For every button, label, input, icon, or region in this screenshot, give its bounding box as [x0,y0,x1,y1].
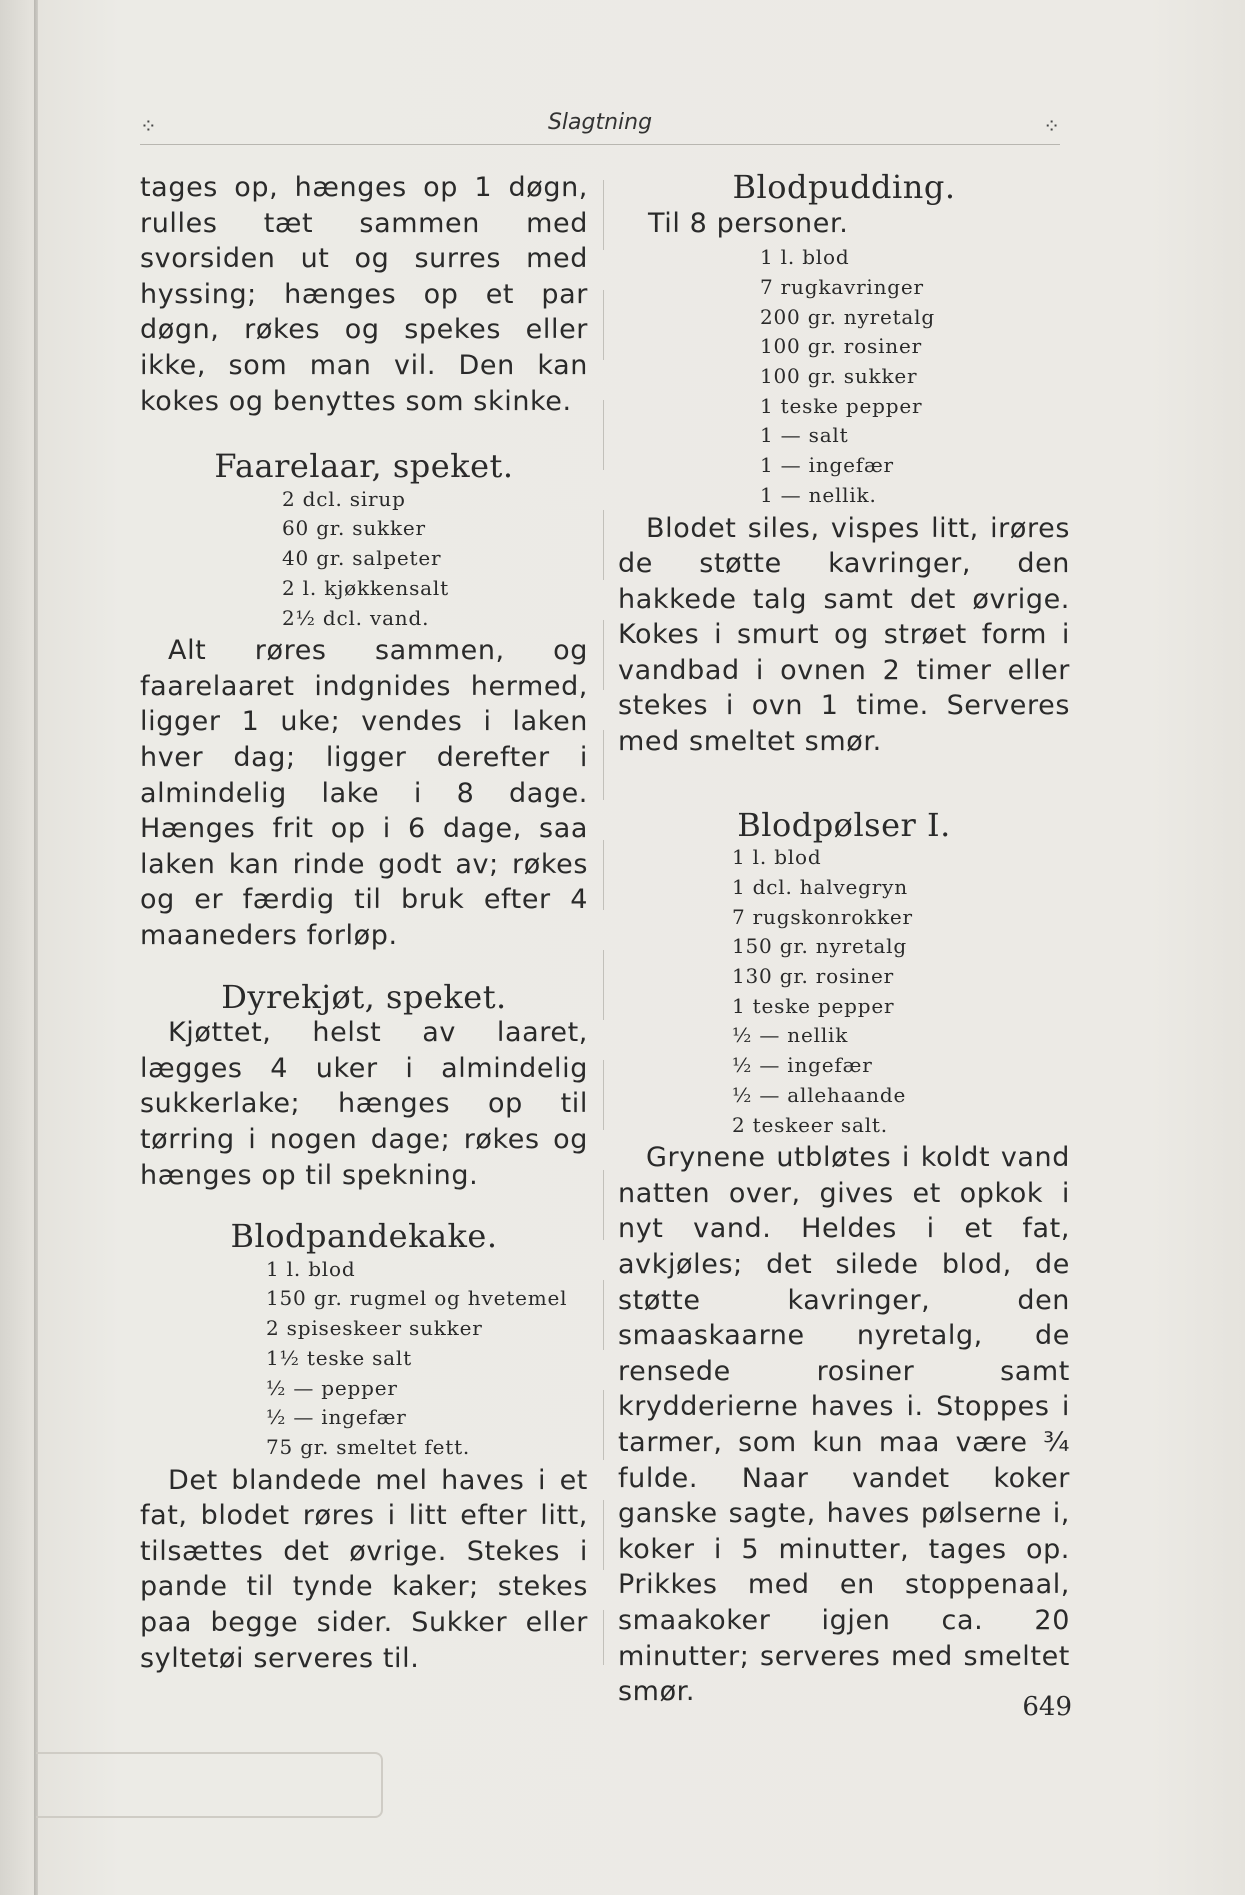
ingredient-item: ½ — nellik [732,1023,849,1048]
ingredient-item: 1 teske pepper [760,393,923,418]
ingredient-item: ½ — pepper [266,1375,398,1400]
ingredient-item: 2 l. kjøkkensalt [282,575,449,600]
left-column [140,170,588,1676]
book-spine-shadow [34,0,38,1895]
ingredient-item: 1 l. blod [732,845,822,870]
right-column [618,170,1070,1710]
ingredient-item: 150 gr. nyretalg [732,934,907,959]
ingredient-item: 1 — nellik. [760,482,877,507]
ingredient-item: 100 gr. sukker [760,364,918,388]
ingredient-list-blodpandekake [266,1255,588,1463]
running-header-title: Slagtning [547,110,653,135]
recipe-title-dyrekjot: Dyrekjøt, speket. [221,977,507,1016]
ingredient-item: 7 rugskonrokker [732,904,913,929]
ingredient-item: 7 rugkavringer [760,274,924,299]
ingredient-item: 40 gr. salpeter [282,546,442,571]
page-tab-outline [36,1752,383,1818]
ingredient-item: 2 dcl. sirup [282,486,406,511]
page-number: 649 [1022,1692,1072,1722]
ingredient-item: 1 teske pepper [732,993,895,1018]
ingredient-item: 1½ teske salt [266,1345,412,1370]
column-divider [603,180,604,1665]
recipe-title-faarelaar: Faarelaar, speket. [214,447,514,486]
recipe-title-blodpolser: Blodpølser I. [737,805,951,844]
ingredient-item: 150 gr. rugmel og hvetemel [266,1286,568,1311]
recipe-title-blodpandekake: Blodpandekake. [230,1217,498,1256]
ingredient-item: 130 gr. rosiner [732,964,894,989]
ingredient-item: ½ — ingefær [266,1405,407,1430]
ornament-left-icon: ⁘ [140,114,157,138]
ingredient-item: 200 gr. nyretalg [760,304,935,329]
ingredient-item: 1 l. blod [760,245,850,270]
ingredient-item: 1 — ingefær [760,453,894,478]
ingredient-item: 2 teskeer salt. [732,1112,888,1137]
ingredient-item: 100 gr. rosiner [760,334,922,359]
intro-paragraph: tages op, hænges op 1 døgn, rulles tæt sammen med svorsiden ut og surres med hyssing; hænges op et par døgn, røkes og spekes eller ikke, som man vil. Den kan kokes og benyttes som skinke. [140,172,588,417]
ingredient-list-blodpudding [760,243,1070,510]
ingredient-item: 2 spiseskeer sukker [266,1316,483,1341]
recipe-text-blodpolser: Grynene utbløtes i koldt vand natten over, gives et opkok i nyt vand. Heldes i et fat, avkjøles; det silede blod, de støtte kavringer, den smaaskaarne nyretalg, de rensede rosiner samt krydderierne haves i. Stoppes i tarmer, som kun maa være ¾ fulde. Naar vandet koker ganske sagte, haves pølserne i, koker i 5 minutter, tages op. Prikkes med en stoppenaal, smaakoker igjen ca. 20 minutter; serveres med smeltet smør. [618,1142,1070,1708]
recipe-text-blodpudding: Blodet siles, vispes litt, irøres de støtte kavringer, den hakkede talg samt det øvrige. Kokes i smurt og strøet form i vandbad i ovnen 2 timer eller stekes i ovn 1 time. Serveres med smeltet smør. [618,512,1070,758]
ingredient-item: 60 gr. sukker [282,516,426,541]
ingredient-item: ½ — allehaande [732,1082,907,1107]
recipe-subtitle-blodpudding: Til 8 personer. [648,207,849,239]
recipe-text-faarelaar: Alt røres sammen, og faarelaaret indgnides hermed, ligger 1 uke; vendes i laken hver dag; ligger derefter i almindelig lake i 8 dage. Hænges frit op i 6 dage, saa laken kan rinde godt av; røkes og er færdig til bruk efter 4 maaneders forløp. [140,635,588,952]
ingredient-list-faarelaar [282,485,588,634]
ingredient-item: 75 gr. smeltet fett. [266,1434,471,1459]
ingredient-item: ½ — ingefær [732,1053,873,1078]
ingredient-item: 1 — salt [760,423,849,448]
ingredient-item: 1 dcl. halvegryn [732,874,908,899]
recipe-text-blodpandekake: Det blandede mel haves i et fat, blodet røres i litt efter litt, tilsættes det øvrige. Stekes i pande til tynde kaker; stekes paa begge sider. Sukker eller syltetøi serveres til. [140,1464,588,1674]
recipe-title-blodpudding: Blodpudding. [732,168,956,206]
recipe-text-dyrekjot: Kjøttet, helst av laaret, lægges 4 uker i almindelig sukkerlake; hænges op til tørring i nogen dage; røkes og hænges op til spekning. [140,1017,588,1191]
ingredient-item: 1 l. blod [266,1256,356,1281]
ornament-right-icon: ⁘ [1043,114,1060,138]
ingredient-list-blodpolser [732,843,1070,1140]
ingredient-item: 2½ dcl. vand. [282,605,430,630]
running-header [140,108,1060,145]
